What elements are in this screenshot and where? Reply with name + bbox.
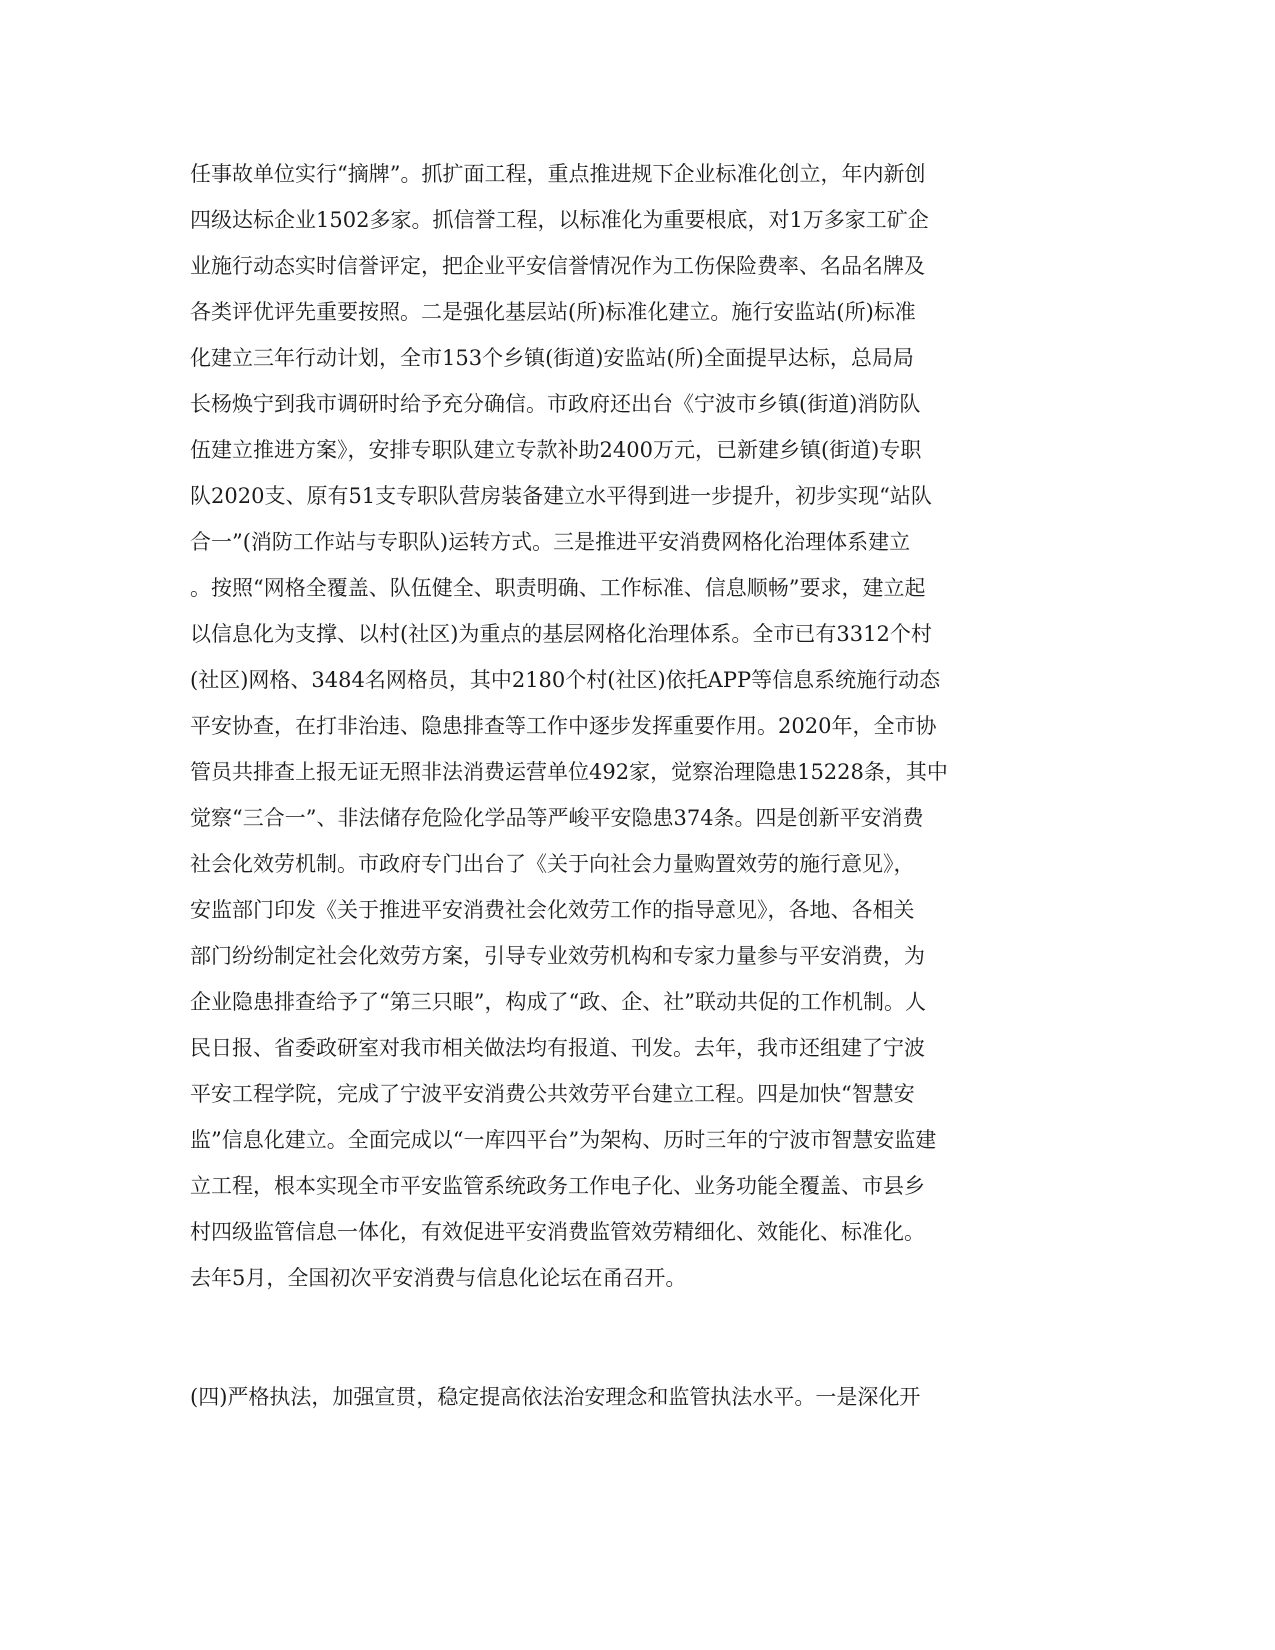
- text-line: 合一”(消防工作站与专职队)运转方式。三是推进平安消费网格化治理体系建立: [190, 530, 911, 554]
- text-line: 化建立三年行动计划，全市153个乡镇(街道)安监站(所)全面提早达标，总局局: [190, 346, 914, 370]
- text-line: 以信息化为支撑、以村(社区)为重点的基层网格化治理体系。全市已有3312个村: [190, 622, 932, 646]
- text-line: 伍建立推进方案》，安排专职队建立专款补助2400万元，已新建乡镇(街道)专职: [190, 438, 922, 462]
- text-line: 去年5月，全国初次平安消费与信息化论坛在甬召开。: [190, 1266, 687, 1290]
- text-line: 部门纷纷制定社会化效劳方案，引导专业效劳机构和专家力量参与平安消费，为: [190, 944, 925, 968]
- text-line: 觉察“三合一”、非法储存危险化学品等严峻平安隐患374条。四是创新平安消费: [190, 806, 924, 830]
- text-line: 安监部门印发《关于推进平安消费社会化效劳工作的指导意见》，各地、各相关: [190, 898, 915, 922]
- text-line: (社区)网格、3484名网格员，其中2180个村(社区)依托APP等信息系统施行动态: [190, 668, 941, 692]
- body-paragraph: [190, 151, 1050, 1301]
- text-line: 村四级监管信息一体化，有效促进平安消费监管效劳精细化、效能化、标准化。: [190, 1220, 925, 1244]
- text-line: 社会化效劳机制。市政府专门出台了《关于向社会力量购置效劳的施行意见》，: [190, 852, 915, 876]
- text-line: 平安工程学院，完成了宁波平安消费公共效劳平台建立工程。四是加快“智慧安: [190, 1082, 915, 1106]
- text-line: 立工程，根本实现全市平安监管系统政务工作电子化、业务功能全覆盖、市县乡: [190, 1174, 925, 1198]
- text-line: 任事故单位实行“摘牌”。抓扩面工程，重点推进规下企业标准化创立，年内新创: [190, 162, 926, 186]
- text-line: 各类评优评先重要按照。二是强化基层站(所)标准化建立。施行安监站(所)标准: [190, 300, 916, 324]
- text-line: 。按照“网格全覆盖、队伍健全、职责明确、工作标准、信息顺畅”要求，建立起: [190, 576, 926, 600]
- text-line: 长杨焕宁到我市调研时给予充分确信。市政府还出台《宁波市乡镇(街道)消防队: [190, 392, 921, 416]
- text-line: 四级达标企业1502多家。抓信誉工程，以标准化为重要根底，对1万多家工矿企: [190, 208, 929, 232]
- text-line: 管员共排查上报无证无照非法消费运营单位492家，觉察治理隐患15228条，其中: [190, 760, 948, 784]
- text-line: 监”信息化建立。全面完成以“一库四平台”为架构、历时三年的宁波市智慧安监建: [190, 1128, 937, 1152]
- text-line: (四)严格执法，加强宣贯，稳定提高依法治安理念和监管执法水平。一是深化开: [190, 1385, 921, 1409]
- text-line: 民日报、省委政研室对我市相关做法均有报道、刊发。去年，我市还组建了宁波: [190, 1036, 925, 1060]
- text-line: 企业隐患排查给予了“第三只眼”，构成了“政、企、社”联动共促的工作机制。人: [190, 990, 926, 1014]
- section-heading-paragraph: [190, 1374, 1050, 1420]
- text-line: 队2020支、原有51支专职队营房装备建立水平得到进一步提升，初步实现“站队: [190, 484, 932, 508]
- text-line: 业施行动态实时信誉评定，把企业平安信誉情况作为工伤保险费率、名品名牌及: [190, 254, 925, 278]
- text-line: 平安协查，在打非治违、隐患排查等工作中逐步发挥重要作用。2020年，全市协: [190, 714, 937, 738]
